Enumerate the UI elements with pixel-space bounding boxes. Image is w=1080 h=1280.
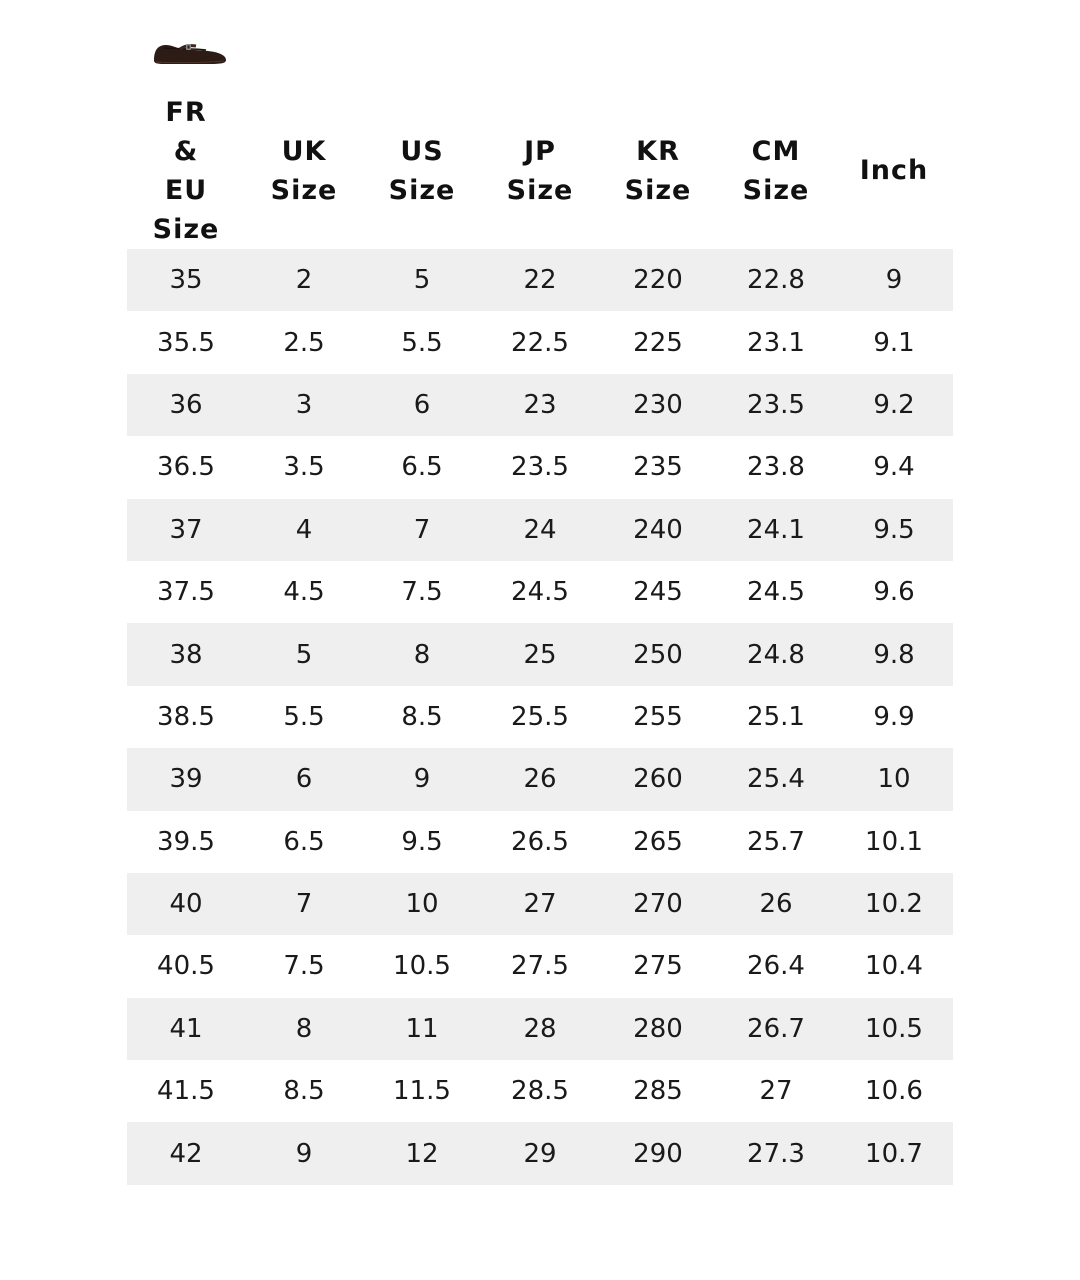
cell-kr-size: 265 <box>633 826 683 857</box>
cell-us-size: 10.5 <box>393 951 451 982</box>
cell-kr-size: 270 <box>599 873 717 935</box>
cell-inch: 9.1 <box>873 327 915 358</box>
cell-kr-size: 290 <box>599 1122 717 1184</box>
cell-jp-size: 24 <box>481 499 599 561</box>
cell-fr-eu-size: 42 <box>127 1122 245 1184</box>
cell-jp-size: 29 <box>481 1122 599 1184</box>
cell-cm-size: 26 <box>717 873 835 935</box>
cell-kr-size: 245 <box>633 577 683 608</box>
cell-uk-size: 9 <box>245 1122 363 1184</box>
cell-fr-eu-size: 41 <box>127 998 245 1060</box>
cell-jp-size: 23 <box>481 374 599 436</box>
cell-uk-size: 3.5 <box>283 452 325 483</box>
cell-cm-size: 23.8 <box>747 452 805 483</box>
cell-inch: 10.4 <box>865 951 923 982</box>
cell-us-size: 8 <box>363 623 481 685</box>
column-header-uk-size: UK Size <box>270 135 338 206</box>
cell-kr-size: 240 <box>599 499 717 561</box>
cell-inch: 9.8 <box>835 623 953 685</box>
column-header-fr-eu-size: FR & EU Size <box>152 96 220 245</box>
cell-kr-size: 220 <box>599 249 717 311</box>
cell-cm-size: 24.1 <box>717 499 835 561</box>
table-row <box>127 1122 953 1184</box>
cell-uk-size: 5.5 <box>283 701 325 732</box>
cell-kr-size: 255 <box>633 701 683 732</box>
cell-uk-size: 8 <box>245 998 363 1060</box>
cell-cm-size: 24.8 <box>717 623 835 685</box>
cell-jp-size: 24.5 <box>511 577 569 608</box>
cell-kr-size: 250 <box>599 623 717 685</box>
size-conversion-table <box>127 92 953 1185</box>
cell-inch: 9.6 <box>873 577 915 608</box>
cell-fr-eu-size: 41.5 <box>157 1076 215 1107</box>
cell-us-size: 11.5 <box>393 1076 451 1107</box>
cell-uk-size: 4 <box>245 499 363 561</box>
cell-cm-size: 27 <box>759 1076 793 1107</box>
cell-cm-size: 25.1 <box>747 701 805 732</box>
cell-cm-size: 27.3 <box>717 1122 835 1184</box>
cell-jp-size: 25 <box>481 623 599 685</box>
cell-inch: 9 <box>835 249 953 311</box>
cell-kr-size: 260 <box>599 748 717 810</box>
table-row <box>127 686 953 748</box>
cell-cm-size: 24.5 <box>747 577 805 608</box>
size-table-body <box>127 249 953 1185</box>
cell-uk-size: 5 <box>245 623 363 685</box>
cell-uk-size: 2.5 <box>283 327 325 358</box>
cell-fr-eu-size: 35.5 <box>157 327 215 358</box>
cell-us-size: 9 <box>363 748 481 810</box>
cell-jp-size: 26.5 <box>511 826 569 857</box>
cell-uk-size: 7.5 <box>283 951 325 982</box>
cell-uk-size: 7 <box>245 873 363 935</box>
cell-fr-eu-size: 37.5 <box>157 577 215 608</box>
cell-inch: 9.9 <box>873 701 915 732</box>
cell-us-size: 9.5 <box>401 826 443 857</box>
cell-cm-size: 26.7 <box>717 998 835 1060</box>
cell-us-size: 7.5 <box>401 577 443 608</box>
cell-jp-size: 26 <box>481 748 599 810</box>
table-row <box>127 748 953 810</box>
cell-inch: 10.1 <box>865 826 923 857</box>
cell-jp-size: 22.5 <box>511 327 569 358</box>
cell-inch: 10.2 <box>835 873 953 935</box>
cell-fr-eu-size: 36 <box>127 374 245 436</box>
cell-fr-eu-size: 35 <box>127 249 245 311</box>
cell-cm-size: 25.4 <box>717 748 835 810</box>
cell-cm-size: 23.1 <box>747 327 805 358</box>
cell-cm-size: 25.7 <box>747 826 805 857</box>
cell-jp-size: 28.5 <box>511 1076 569 1107</box>
cell-inch: 9.5 <box>835 499 953 561</box>
cell-inch: 9.4 <box>873 452 915 483</box>
cell-inch: 10.5 <box>835 998 953 1060</box>
cell-us-size: 5.5 <box>401 327 443 358</box>
cell-us-size: 8.5 <box>401 701 443 732</box>
table-row <box>127 499 953 561</box>
cell-fr-eu-size: 37 <box>127 499 245 561</box>
column-header-us-size: US Size <box>388 135 456 206</box>
cell-jp-size: 28 <box>481 998 599 1060</box>
cell-kr-size: 230 <box>599 374 717 436</box>
cell-us-size: 6 <box>363 374 481 436</box>
cell-cm-size: 26.4 <box>747 951 805 982</box>
cell-fr-eu-size: 40.5 <box>157 951 215 982</box>
cell-uk-size: 4.5 <box>283 577 325 608</box>
cell-jp-size: 27 <box>481 873 599 935</box>
table-row <box>127 935 953 997</box>
cell-kr-size: 285 <box>633 1076 683 1107</box>
cell-fr-eu-size: 36.5 <box>157 452 215 483</box>
table-row <box>127 561 953 623</box>
cell-fr-eu-size: 39.5 <box>157 826 215 857</box>
cell-kr-size: 225 <box>633 327 683 358</box>
table-row <box>127 623 953 685</box>
cell-fr-eu-size: 40 <box>127 873 245 935</box>
cell-us-size: 5 <box>363 249 481 311</box>
cell-uk-size: 6.5 <box>283 826 325 857</box>
cell-jp-size: 25.5 <box>511 701 569 732</box>
cell-us-size: 10 <box>363 873 481 935</box>
cell-kr-size: 275 <box>633 951 683 982</box>
cell-us-size: 7 <box>363 499 481 561</box>
cell-uk-size: 8.5 <box>283 1076 325 1107</box>
cell-inch: 10.6 <box>865 1076 923 1107</box>
cell-uk-size: 3 <box>245 374 363 436</box>
cell-fr-eu-size: 39 <box>127 748 245 810</box>
cell-kr-size: 280 <box>599 998 717 1060</box>
cell-uk-size: 2 <box>245 249 363 311</box>
cell-cm-size: 23.5 <box>717 374 835 436</box>
cell-uk-size: 6 <box>245 748 363 810</box>
cell-fr-eu-size: 38 <box>127 623 245 685</box>
column-header-inch: Inch <box>859 155 929 186</box>
cell-fr-eu-size: 38.5 <box>157 701 215 732</box>
cell-us-size: 6.5 <box>401 452 443 483</box>
column-header-jp-size: JP Size <box>506 135 574 206</box>
cell-jp-size: 23.5 <box>511 452 569 483</box>
table-row <box>127 998 953 1060</box>
column-header-kr-size: KR Size <box>624 135 692 206</box>
table-row <box>127 374 953 436</box>
table-row <box>127 249 953 311</box>
cell-inch: 10.7 <box>835 1122 953 1184</box>
table-row <box>127 1060 953 1122</box>
cell-us-size: 11 <box>363 998 481 1060</box>
cell-jp-size: 22 <box>481 249 599 311</box>
table-row <box>127 436 953 498</box>
table-row <box>127 873 953 935</box>
ballet-flat-shoe-icon <box>150 36 230 68</box>
table-header-row <box>127 92 953 249</box>
cell-us-size: 12 <box>363 1122 481 1184</box>
cell-jp-size: 27.5 <box>511 951 569 982</box>
cell-cm-size: 22.8 <box>717 249 835 311</box>
table-row <box>127 311 953 373</box>
cell-inch: 10 <box>835 748 953 810</box>
column-header-cm-size: CM Size <box>742 135 810 206</box>
cell-kr-size: 235 <box>633 452 683 483</box>
cell-inch: 9.2 <box>835 374 953 436</box>
table-row <box>127 811 953 873</box>
